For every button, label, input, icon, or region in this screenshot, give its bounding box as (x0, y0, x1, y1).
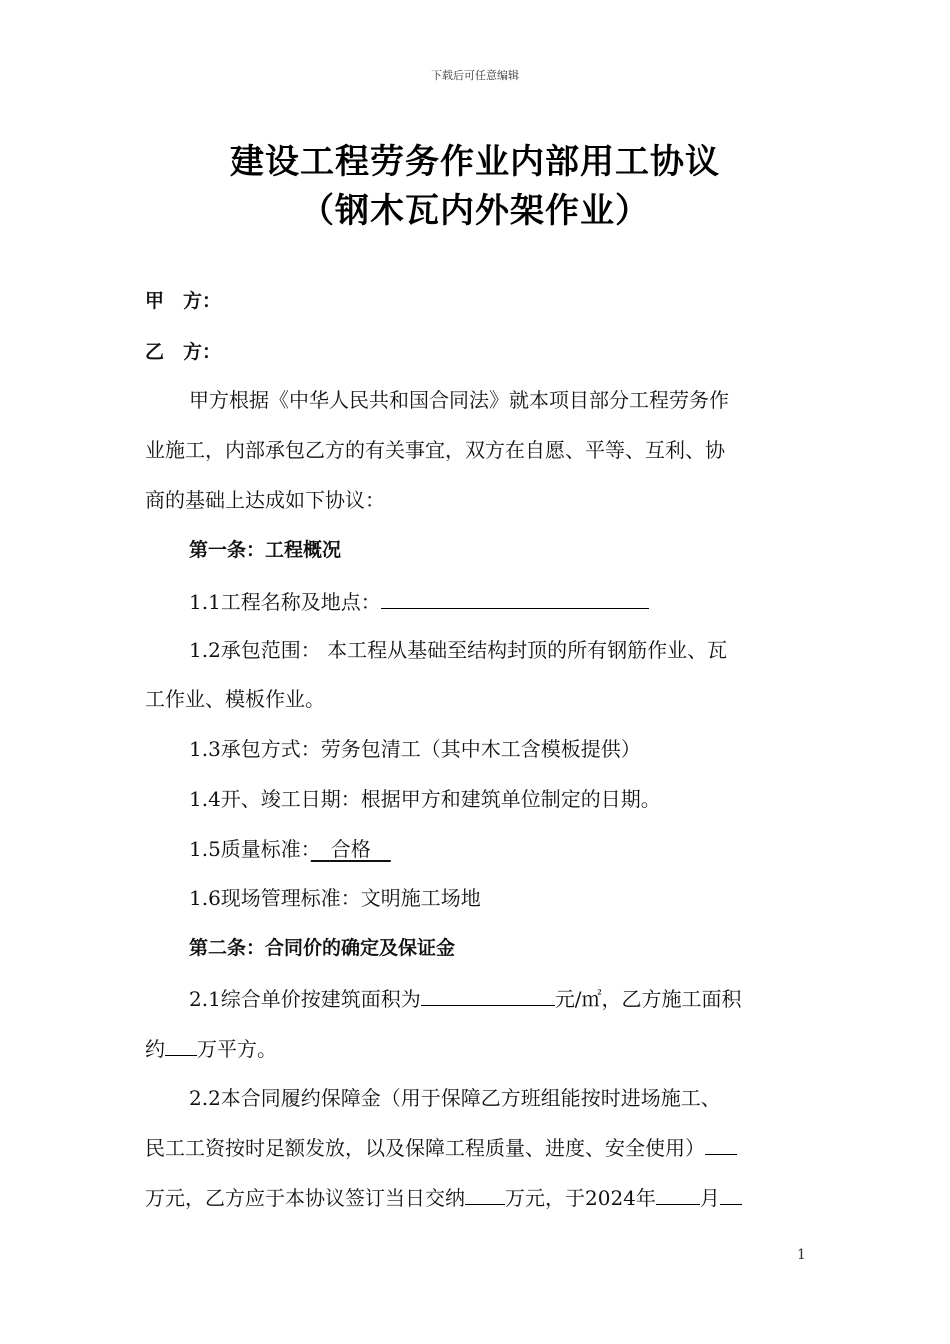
area-blank (165, 1033, 197, 1056)
item-1-2-line-1: 1.2承包范围： 本工程从基础至结构封顶的所有钢筋作业、瓦 (189, 638, 728, 662)
item-1-4: 1.4开、竣工日期：根据甲方和建筑单位制定的日期。 (189, 787, 661, 811)
item-2-2-line-3 (145, 1182, 810, 1213)
item-2-1-text-c: 约 (145, 1037, 165, 1061)
party-a-label: 甲 方： (145, 290, 222, 312)
document-title-line-2: （钢木瓦内外架作业） (300, 191, 650, 231)
item-2-1-text-d: 万平方。 (197, 1037, 277, 1061)
item-2-2-text-3c: 月 (699, 1186, 720, 1210)
month-blank (656, 1182, 700, 1205)
item-1-2-line-2: 工作业、模板作业。 (145, 687, 325, 711)
item-2-2-text-3b: 万元，于2024年 (505, 1186, 656, 1210)
item-1-5 (189, 834, 854, 864)
item-1-1 (189, 586, 854, 617)
item-2-2-text-2: 民工工资按时足额发放，以及保障工程质量、进度、安全使用） (145, 1136, 705, 1160)
preamble-line-2: 业施工，内部承包乙方的有关事宜，双方在自愿、平等、互利、协 (145, 438, 725, 462)
unit-price-blank (421, 983, 555, 1006)
quality-standard-value: 合格 (310, 837, 391, 861)
item-1-5-label: 1.5质量标准： (189, 837, 311, 861)
preamble-line-1: 甲方根据《中华人民共和国合同法》就本项目部分工程劳务作 (189, 388, 729, 412)
preamble-line-3: 商的基础上达成如下协议： (145, 488, 385, 512)
item-2-2-line-2 (145, 1132, 810, 1163)
deposit-paid-blank (465, 1182, 505, 1205)
document-title-line-1: 建设工程劳务作业内部用工协议 (230, 142, 720, 182)
item-2-2-line-1: 2.2本合同履约保障金（用于保障乙方班组能按时进场施工、 (189, 1086, 721, 1110)
article-1-heading: 第一条：工程概况 (189, 539, 342, 561)
article-2-heading: 第二条：合同价的确定及保证金 (189, 937, 456, 959)
item-2-1-line-1 (189, 983, 854, 1014)
page-number: 1 (797, 1247, 806, 1263)
day-blank (720, 1182, 742, 1205)
item-2-1-text-a: 2.1综合单价按建筑面积为 (189, 987, 421, 1011)
item-2-1-line-2 (145, 1033, 810, 1064)
party-b-label: 乙 方： (145, 341, 222, 363)
item-1-3: 1.3承包方式：劳务包清工（其中木工含模板提供） (189, 737, 641, 761)
header-note: 下载后可任意编辑 (431, 69, 519, 82)
project-name-blank (381, 586, 649, 609)
item-1-6: 1.6现场管理标准：文明施工场地 (189, 886, 481, 910)
item-1-1-label: 1.1工程名称及地点： (189, 590, 381, 614)
deposit-total-blank (705, 1132, 737, 1155)
item-2-1-text-b: 元/㎡，乙方施工面积 (554, 987, 742, 1011)
item-2-2-text-3a: 万元，乙方应于本协议签订当日交纳 (145, 1186, 465, 1210)
